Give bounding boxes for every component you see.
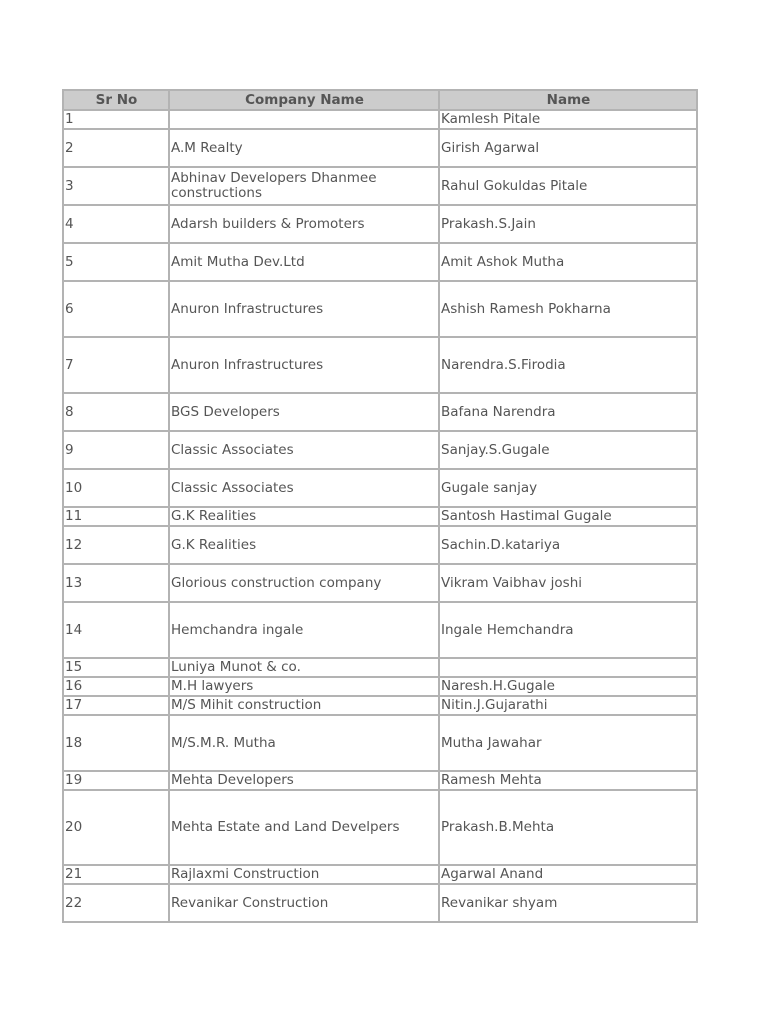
table-row	[63, 696, 697, 715]
company-name-cell: BGS Developers	[169, 393, 439, 431]
company-name-cell: Amit Mutha Dev.Ltd	[169, 243, 439, 281]
company-name-cell: Hemchandra ingale	[169, 602, 439, 658]
name-cell: Agarwal Anand	[439, 865, 697, 884]
sr-no-cell: 3	[63, 167, 169, 205]
company-name-cell: Luniya Munot & co.	[169, 658, 439, 677]
company-name-cell: Adarsh builders & Promoters	[169, 205, 439, 243]
company-name-cell: Classic Associates	[169, 431, 439, 469]
name-cell: Rahul Gokuldas Pitale	[439, 167, 697, 205]
name-cell: Naresh.H.Gugale	[439, 677, 697, 696]
company-name-cell: Anuron Infrastructures	[169, 337, 439, 393]
name-cell: Prakash.S.Jain	[439, 205, 697, 243]
company-name-cell: A.M Realty	[169, 129, 439, 167]
sr-no-cell: 18	[63, 715, 169, 771]
table-row	[63, 205, 697, 243]
name-cell	[439, 658, 697, 677]
sr-no-cell: 2	[63, 129, 169, 167]
company-name-cell: Anuron Infrastructures	[169, 281, 439, 337]
company-name-cell: Abhinav Developers Dhanmee constructions	[169, 167, 439, 205]
table-row	[63, 658, 697, 677]
name-cell: Prakash.B.Mehta	[439, 790, 697, 865]
name-cell: Ashish Ramesh Pokharna	[439, 281, 697, 337]
sr-no-cell: 7	[63, 337, 169, 393]
name-cell: Nitin.J.Gujarathi	[439, 696, 697, 715]
sr-no-cell: 13	[63, 564, 169, 602]
table-row	[63, 677, 697, 696]
header-company-name: Company Name	[169, 90, 439, 110]
company-name-cell: Classic Associates	[169, 469, 439, 507]
sr-no-cell: 22	[63, 884, 169, 922]
table-row	[63, 790, 697, 865]
name-cell: Sanjay.S.Gugale	[439, 431, 697, 469]
table-row	[63, 393, 697, 431]
table-row	[63, 337, 697, 393]
sr-no-cell: 6	[63, 281, 169, 337]
sr-no-cell: 15	[63, 658, 169, 677]
company-name-cell: Rajlaxmi Construction	[169, 865, 439, 884]
company-name-cell: G.K Realities	[169, 526, 439, 564]
name-cell: Girish Agarwal	[439, 129, 697, 167]
name-cell: Ramesh Mehta	[439, 771, 697, 790]
sr-no-cell: 19	[63, 771, 169, 790]
sr-no-cell: 14	[63, 602, 169, 658]
company-name-cell: M.H lawyers	[169, 677, 439, 696]
name-cell: Narendra.S.Firodia	[439, 337, 697, 393]
company-name-cell: Revanikar Construction	[169, 884, 439, 922]
table-row	[63, 469, 697, 507]
company-name-cell: Glorious construction company	[169, 564, 439, 602]
table-row	[63, 431, 697, 469]
table-row	[63, 110, 697, 129]
sr-no-cell: 1	[63, 110, 169, 129]
header-sr-no: Sr No	[63, 90, 169, 110]
sr-no-cell: 17	[63, 696, 169, 715]
company-name-cell: M/S.M.R. Mutha	[169, 715, 439, 771]
sr-no-cell: 5	[63, 243, 169, 281]
name-cell: Kamlesh Pitale	[439, 110, 697, 129]
company-name-cell: M/S Mihit construction	[169, 696, 439, 715]
name-cell: Ingale Hemchandra	[439, 602, 697, 658]
table-row	[63, 243, 697, 281]
company-name-cell: Mehta Estate and Land Develpers	[169, 790, 439, 865]
sr-no-cell: 20	[63, 790, 169, 865]
sr-no-cell: 12	[63, 526, 169, 564]
table-row	[63, 884, 697, 922]
table-row	[63, 167, 697, 205]
sr-no-cell: 4	[63, 205, 169, 243]
table-row	[63, 526, 697, 564]
name-cell: Sachin.D.katariya	[439, 526, 697, 564]
table-row	[63, 771, 697, 790]
sr-no-cell: 21	[63, 865, 169, 884]
table-row	[63, 865, 697, 884]
name-cell: Mutha Jawahar	[439, 715, 697, 771]
sr-no-cell: 11	[63, 507, 169, 526]
company-name-cell: Mehta Developers	[169, 771, 439, 790]
header-row	[63, 90, 697, 110]
name-cell: Bafana Narendra	[439, 393, 697, 431]
name-cell: Revanikar shyam	[439, 884, 697, 922]
contacts-table	[62, 89, 698, 923]
table-row	[63, 281, 697, 337]
table-row	[63, 564, 697, 602]
name-cell: Gugale sanjay	[439, 469, 697, 507]
sr-no-cell: 16	[63, 677, 169, 696]
table-row	[63, 129, 697, 167]
sr-no-cell: 8	[63, 393, 169, 431]
sr-no-cell: 9	[63, 431, 169, 469]
name-cell: Santosh Hastimal Gugale	[439, 507, 697, 526]
table-row	[63, 715, 697, 771]
table-row	[63, 602, 697, 658]
name-cell: Amit Ashok Mutha	[439, 243, 697, 281]
table-row	[63, 507, 697, 526]
company-name-cell: G.K Realities	[169, 507, 439, 526]
company-name-cell	[169, 110, 439, 129]
name-cell: Vikram Vaibhav joshi	[439, 564, 697, 602]
sr-no-cell: 10	[63, 469, 169, 507]
header-name: Name	[439, 90, 697, 110]
